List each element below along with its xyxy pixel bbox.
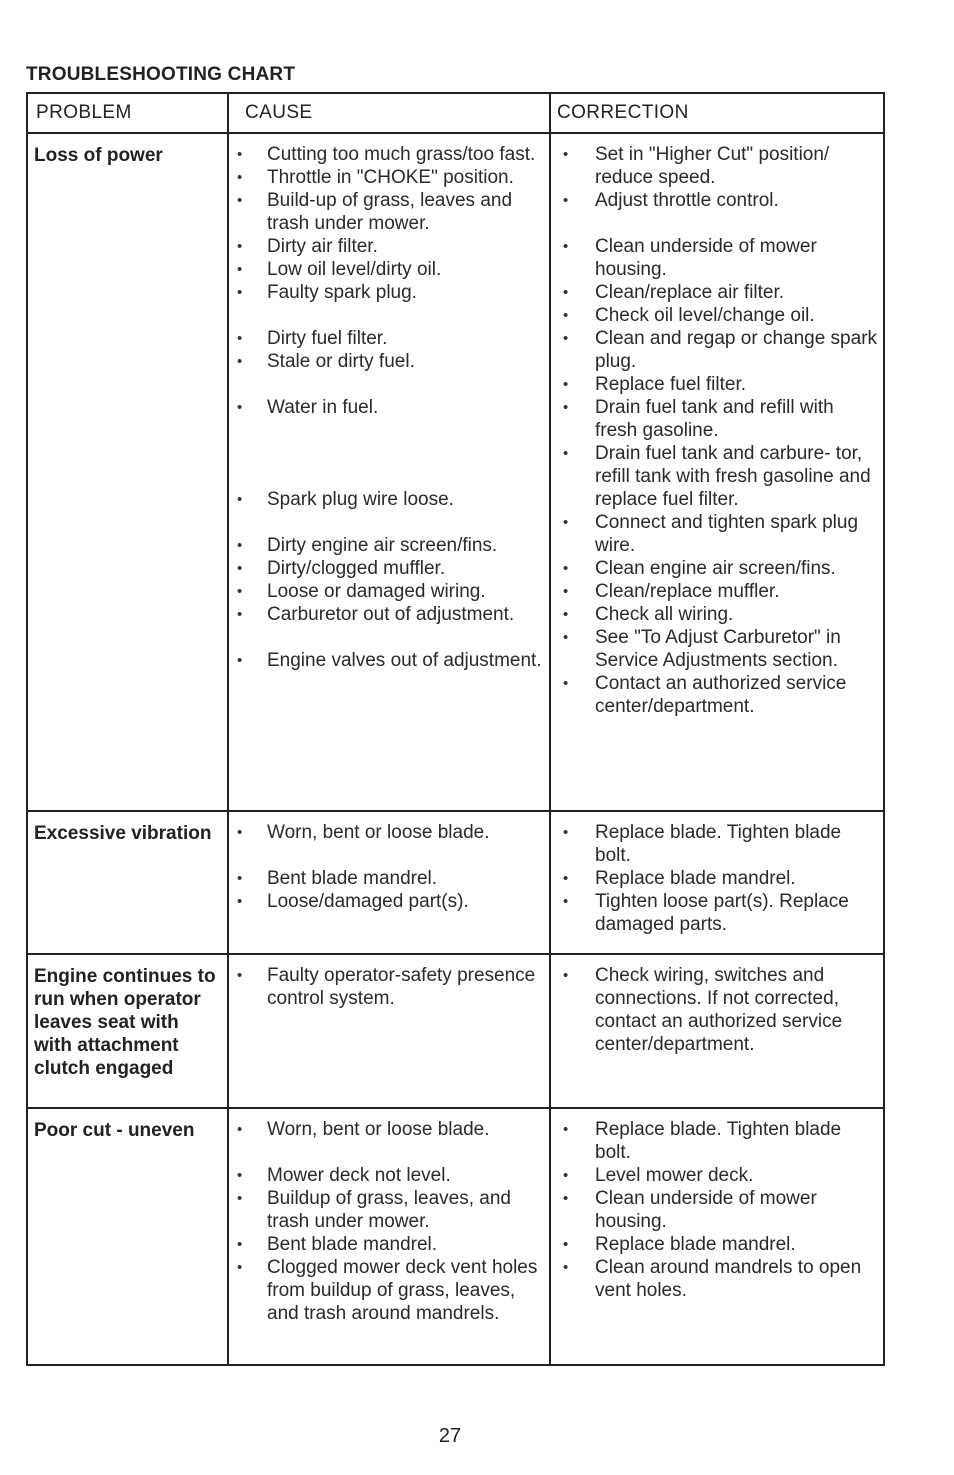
correction-item [551, 1164, 883, 1187]
correction-item [551, 1118, 883, 1164]
correction-item-text: Check oil level/change oil. [595, 305, 815, 326]
correction-item [551, 235, 883, 281]
cause-item [229, 1118, 549, 1141]
cause-item-text: Worn, bent or loose blade. [267, 822, 490, 843]
bullet-icon: • [237, 330, 243, 347]
cause-item [229, 603, 549, 626]
bullet-icon: • [563, 445, 569, 462]
bullet-icon: • [237, 399, 243, 416]
bullet-icon: • [237, 537, 243, 554]
correction-item-text: Drain fuel tank and carbure- tor, refill tank with fresh gasoline and replace fuel filter. [595, 443, 871, 510]
bullet-icon: • [563, 629, 569, 646]
table-row [28, 812, 883, 955]
bullet-icon: • [237, 1121, 243, 1138]
bullet-icon: • [563, 399, 569, 416]
table-body [28, 134, 883, 1364]
cause-item-text: Spark plug wire loose. [267, 489, 454, 510]
cause-item [229, 649, 549, 672]
table-row [28, 1109, 883, 1364]
cause-item-text: Throttle in "CHOKE" position. [267, 167, 514, 188]
correction-item [551, 890, 883, 936]
correction-item-text: Connect and tighten spark plug wire. [595, 512, 859, 556]
cause-item-text: Water in fuel. [267, 397, 379, 418]
correction-item-text: Replace fuel filter. [595, 374, 747, 395]
cause-item-text: Loose or damaged wiring. [267, 581, 486, 602]
problem-cell: Poor cut - uneven [28, 1109, 229, 1364]
bullet-icon: • [563, 1236, 569, 1253]
correction-item-text: Check wiring, switches and connections. If not corrected, contact an authorized service center/department. [595, 965, 843, 1055]
troubleshooting-table [26, 92, 885, 1366]
bullet-icon: • [563, 1190, 569, 1207]
bullet-icon: • [563, 893, 569, 910]
correction-item-text: Adjust throttle control. [595, 190, 779, 211]
header-problem: PROBLEM [28, 94, 229, 132]
cause-item-text: Dirty air filter. [267, 236, 378, 257]
bullet-icon: • [237, 893, 243, 910]
cause-item-text: Loose/damaged part(s). [267, 891, 469, 912]
table-row [28, 134, 883, 812]
bullet-icon: • [237, 261, 243, 278]
correction-item [551, 189, 883, 212]
correction-item [551, 964, 883, 1056]
causes-cell [229, 134, 551, 810]
bullet-icon: • [563, 146, 569, 163]
bullet-icon: • [237, 169, 243, 186]
problem-cell: Loss of power [28, 134, 229, 810]
correction-item [551, 281, 883, 304]
bullet-icon: • [563, 1121, 569, 1138]
cause-item-text: Clogged mower deck vent holes from buildup of grass, leaves, and trash around mandrels. [267, 1257, 538, 1324]
bullet-icon: • [237, 491, 243, 508]
correction-item-text: Clean underside of mower housing. [595, 236, 817, 280]
cause-item-text: Stale or dirty fuel. [267, 351, 415, 372]
cause-item-text: Faulty operator-safety presence control system. [267, 965, 536, 1009]
correction-item-text: Check all wiring. [595, 604, 734, 625]
bullet-icon: • [563, 330, 569, 347]
correction-item [551, 603, 883, 626]
cause-item [229, 1187, 549, 1233]
cause-item [229, 189, 549, 235]
cause-item-text: Dirty/clogged muffler. [267, 558, 446, 579]
cause-item [229, 488, 549, 511]
bullet-icon: • [237, 238, 243, 255]
bullet-icon: • [563, 606, 569, 623]
cause-item [229, 821, 549, 844]
correction-item-text: Clean/replace muffler. [595, 581, 780, 602]
bullet-icon: • [237, 824, 243, 841]
cause-item-text: Carburetor out of adjustment. [267, 604, 515, 625]
bullet-icon: • [237, 284, 243, 301]
cause-item [229, 534, 549, 557]
table-header-row [28, 94, 883, 134]
correction-item [551, 557, 883, 580]
cause-item [229, 350, 549, 373]
cause-item [229, 258, 549, 281]
correction-item-text: Tighten loose part(s). Replace damaged parts. [595, 891, 849, 935]
cause-item-text: Bent blade mandrel. [267, 1234, 438, 1255]
cause-item [229, 867, 549, 890]
page-number: 27 [438, 1425, 462, 1447]
corrections-cell [551, 1109, 883, 1364]
correction-item [551, 511, 883, 557]
corrections-cell [551, 955, 883, 1107]
bullet-icon: • [563, 307, 569, 324]
bullet-icon: • [237, 1259, 243, 1276]
correction-item-text: Replace blade mandrel. [595, 868, 796, 889]
cause-item-text: Low oil level/dirty oil. [267, 259, 442, 280]
bullet-icon: • [237, 652, 243, 669]
correction-item-text: Replace blade mandrel. [595, 1234, 796, 1255]
correction-item [551, 1187, 883, 1233]
correction-item [551, 327, 883, 373]
bullet-icon: • [563, 583, 569, 600]
bullet-icon: • [237, 353, 243, 370]
correction-item-text: Clean/replace air filter. [595, 282, 785, 303]
correction-item [551, 867, 883, 890]
bullet-icon: • [563, 284, 569, 301]
correction-item [551, 373, 883, 396]
bullet-icon: • [237, 1190, 243, 1207]
correction-item-text: Level mower deck. [595, 1165, 754, 1186]
bullet-icon: • [563, 560, 569, 577]
causes-cell [229, 955, 551, 1107]
bullet-icon: • [237, 146, 243, 163]
cause-item [229, 557, 549, 580]
bullet-icon: • [237, 1236, 243, 1253]
cause-item-text: Dirty fuel filter. [267, 328, 388, 349]
bullet-icon: • [237, 606, 243, 623]
corrections-cell [551, 134, 883, 810]
correction-item [551, 304, 883, 327]
correction-item [551, 396, 883, 442]
cause-item-text: Worn, bent or loose blade. [267, 1119, 490, 1140]
cause-item [229, 1233, 549, 1256]
bullet-icon: • [237, 192, 243, 209]
bullet-icon: • [563, 675, 569, 692]
correction-item-text: Replace blade. Tighten blade bolt. [595, 1119, 842, 1163]
cause-item-text: Dirty engine air screen/fins. [267, 535, 498, 556]
cause-item [229, 890, 549, 913]
bullet-icon: • [563, 967, 569, 984]
cause-item [229, 1256, 549, 1325]
cause-item [229, 327, 549, 350]
table-row [28, 955, 883, 1109]
correction-item [551, 580, 883, 603]
problem-cell: Engine continues to run when operator leaves seat with with attachment clutch engaged [28, 955, 229, 1107]
header-correction: CORRECTION [557, 102, 689, 123]
causes-cell [229, 1109, 551, 1364]
bullet-icon: • [563, 1167, 569, 1184]
correction-item-text: Contact an authorized service center/department. [595, 673, 847, 717]
correction-item-text: Clean and regap or change spark plug. [595, 328, 878, 372]
cause-item-text: Build-up of grass, leaves and trash under mower. [267, 190, 513, 234]
cause-item [229, 1164, 549, 1187]
cause-item-text: Buildup of grass, leaves, and trash under mower. [267, 1188, 511, 1232]
correction-item [551, 143, 883, 189]
cause-item [229, 235, 549, 258]
correction-item [551, 626, 883, 672]
bullet-icon: • [237, 967, 243, 984]
cause-item-text: Cutting too much grass/too fast. [267, 144, 536, 165]
cause-item [229, 281, 549, 304]
correction-item-text: See "To Adjust Carburetor" in Service Adjustments section. [595, 627, 841, 671]
bullet-icon: • [237, 870, 243, 887]
cause-item [229, 964, 549, 1010]
bullet-icon: • [563, 514, 569, 531]
cause-item [229, 396, 549, 419]
correction-item-text: Clean underside of mower housing. [595, 1188, 817, 1232]
correction-item [551, 442, 883, 511]
bullet-icon: • [563, 870, 569, 887]
cause-item-text: Mower deck not level. [267, 1165, 451, 1186]
problem-cell: Excessive vibration [28, 812, 229, 953]
correction-item [551, 672, 883, 718]
correction-item-text: Clean engine air screen/fins. [595, 558, 836, 579]
cause-item [229, 166, 549, 189]
correction-item-text: Replace blade. Tighten blade bolt. [595, 822, 842, 866]
bullet-icon: • [563, 824, 569, 841]
correction-item [551, 1256, 883, 1302]
header-cause: CAUSE [229, 94, 551, 132]
bullet-icon: • [563, 376, 569, 393]
correction-item-text: Drain fuel tank and refill with fresh gasoline. [595, 397, 834, 441]
bullet-icon: • [563, 192, 569, 209]
cause-item [229, 143, 549, 166]
correction-item-text: Set in "Higher Cut" position/ reduce speed. [595, 144, 830, 188]
cause-item [229, 580, 549, 603]
bullet-icon: • [237, 1167, 243, 1184]
bullet-icon: • [237, 583, 243, 600]
causes-cell [229, 812, 551, 953]
bullet-icon: • [563, 1259, 569, 1276]
corrections-cell [551, 812, 883, 953]
correction-item-text: Clean around mandrels to open vent holes. [595, 1257, 862, 1301]
cause-item-text: Engine valves out of adjustment. [267, 650, 542, 671]
bullet-icon: • [563, 238, 569, 255]
chart-title: TROUBLESHOOTING CHART [26, 64, 296, 85]
correction-item [551, 1233, 883, 1256]
correction-item [551, 821, 883, 867]
bullet-icon: • [237, 560, 243, 577]
cause-item-text: Faulty spark plug. [267, 282, 417, 303]
cause-item-text: Bent blade mandrel. [267, 868, 438, 889]
